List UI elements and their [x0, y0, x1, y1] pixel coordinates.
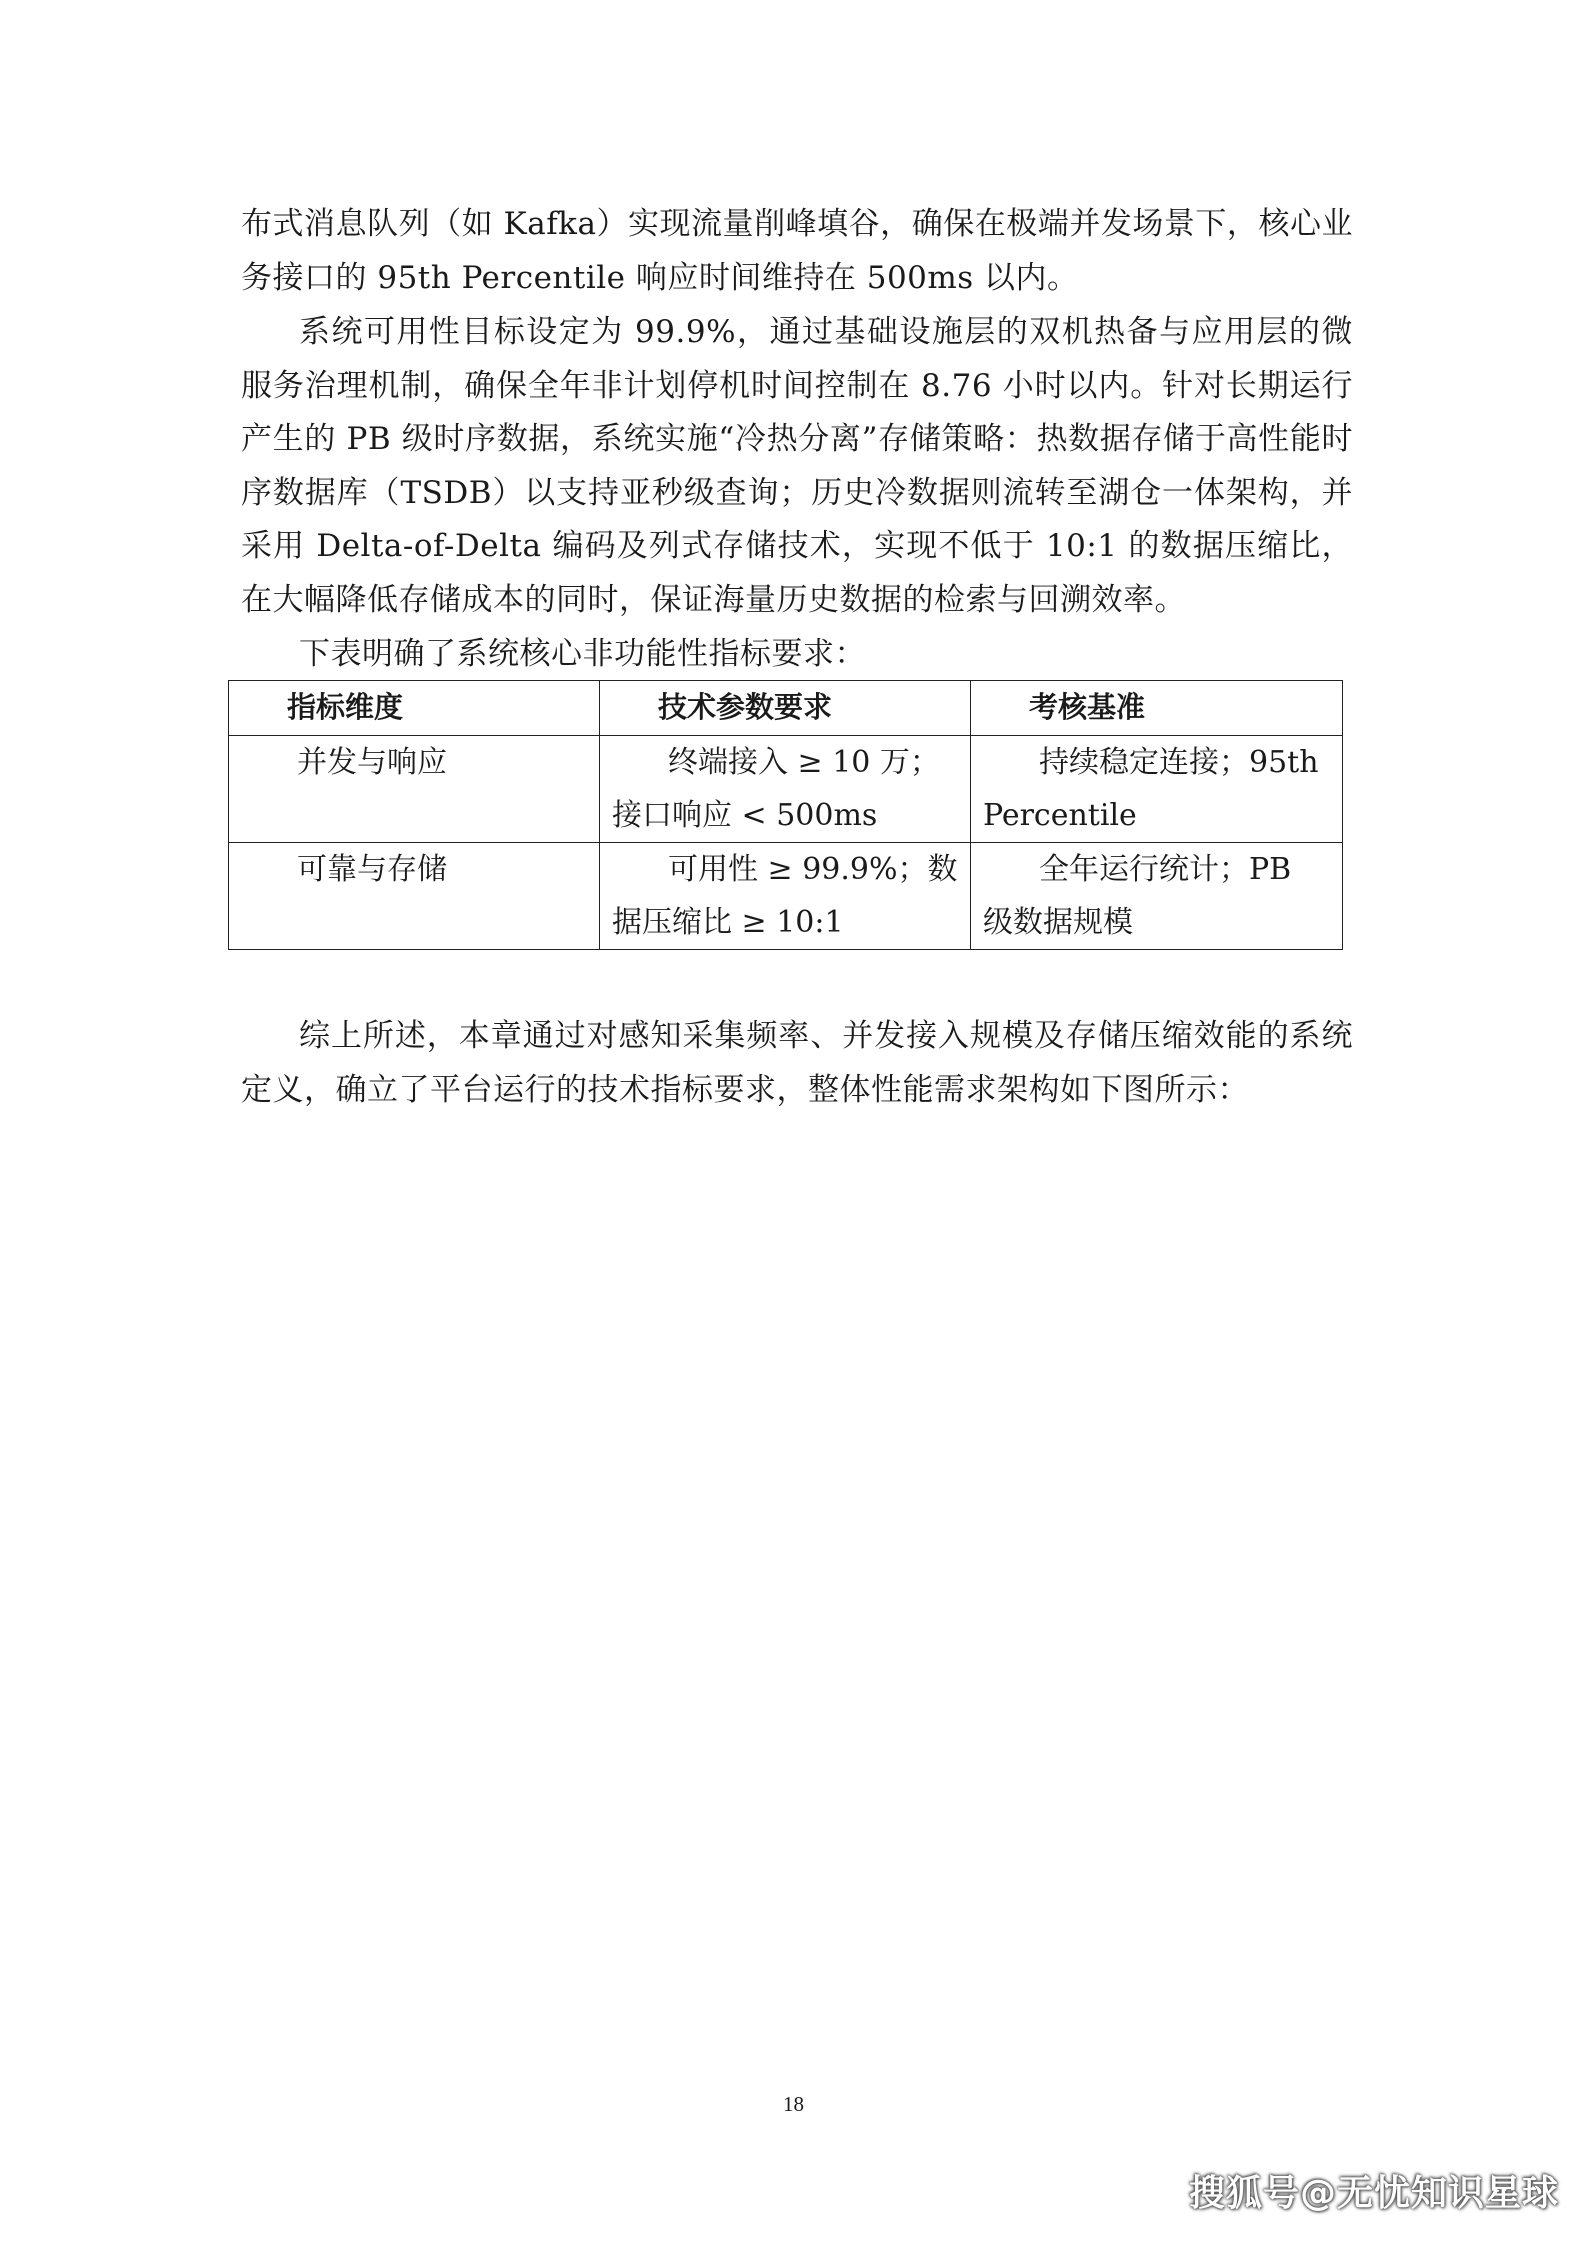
paragraph-continuation: 布式消息队列（如 Kafka）实现流量削峰填谷，确保在极端并发场景下，核心业务接口的 95th Percentile 响应时间维持在 500ms 以内。: [241, 206, 1353, 296]
cell-dimension: 可靠与存储: [229, 843, 600, 950]
nonfunctional-spec-table: [228, 680, 1343, 950]
header-params: 技术参数要求: [600, 681, 971, 736]
table-row: [229, 843, 1343, 950]
header-dimension: 指标维度: [229, 681, 600, 736]
cell-dimension: 并发与响应: [229, 736, 600, 843]
header-benchmark: 考核基准: [971, 681, 1343, 736]
paragraph-availability: 系统可用性目标设定为 99.9%，通过基础设施层的双机热备与应用层的微服务治理机制，确保全年非计划停机时间控制在 8.76 小时以内。针对长期运行产生的 PB 级时序数据，系统实施“冷热分离”存储策略：热数据存储于高性能时序数据库（TSDB）以支持亚秒级查询；历史冷数据则流转至湖仓一体架构，并采用 Delta-of-Delta 编码及列式存储技术，实现不低于 10:1 的数据压缩比，在大幅降低存储成本的同时，保证海量历史数据的检索与回溯效率。: [241, 314, 1353, 618]
cell-benchmark: 全年运行统计；PB 级数据规模: [971, 843, 1343, 950]
paragraph-table-intro: 下表明确了系统核心非功能性指标要求：: [299, 636, 866, 672]
paragraph-summary: 综上所述，本章通过对感知采集频率、并发接入规模及存储压缩效能的系统定义，确立了平台运行的技术指标要求，整体性能需求架构如下图所示：: [241, 1018, 1353, 1108]
cell-params: 终端接入 ≥ 10 万；接口响应 < 500ms: [600, 736, 971, 843]
table-header-row: [229, 681, 1343, 736]
watermark-text: 搜狐号@无忧知识星球: [1188, 2173, 1559, 2214]
cell-benchmark: 持续稳定连接；95th Percentile: [971, 736, 1343, 843]
cell-params: 可用性 ≥ 99.9%；数据压缩比 ≥ 10:1: [600, 843, 971, 950]
page-number: 18: [783, 2092, 804, 2116]
table-row: [229, 736, 1343, 843]
